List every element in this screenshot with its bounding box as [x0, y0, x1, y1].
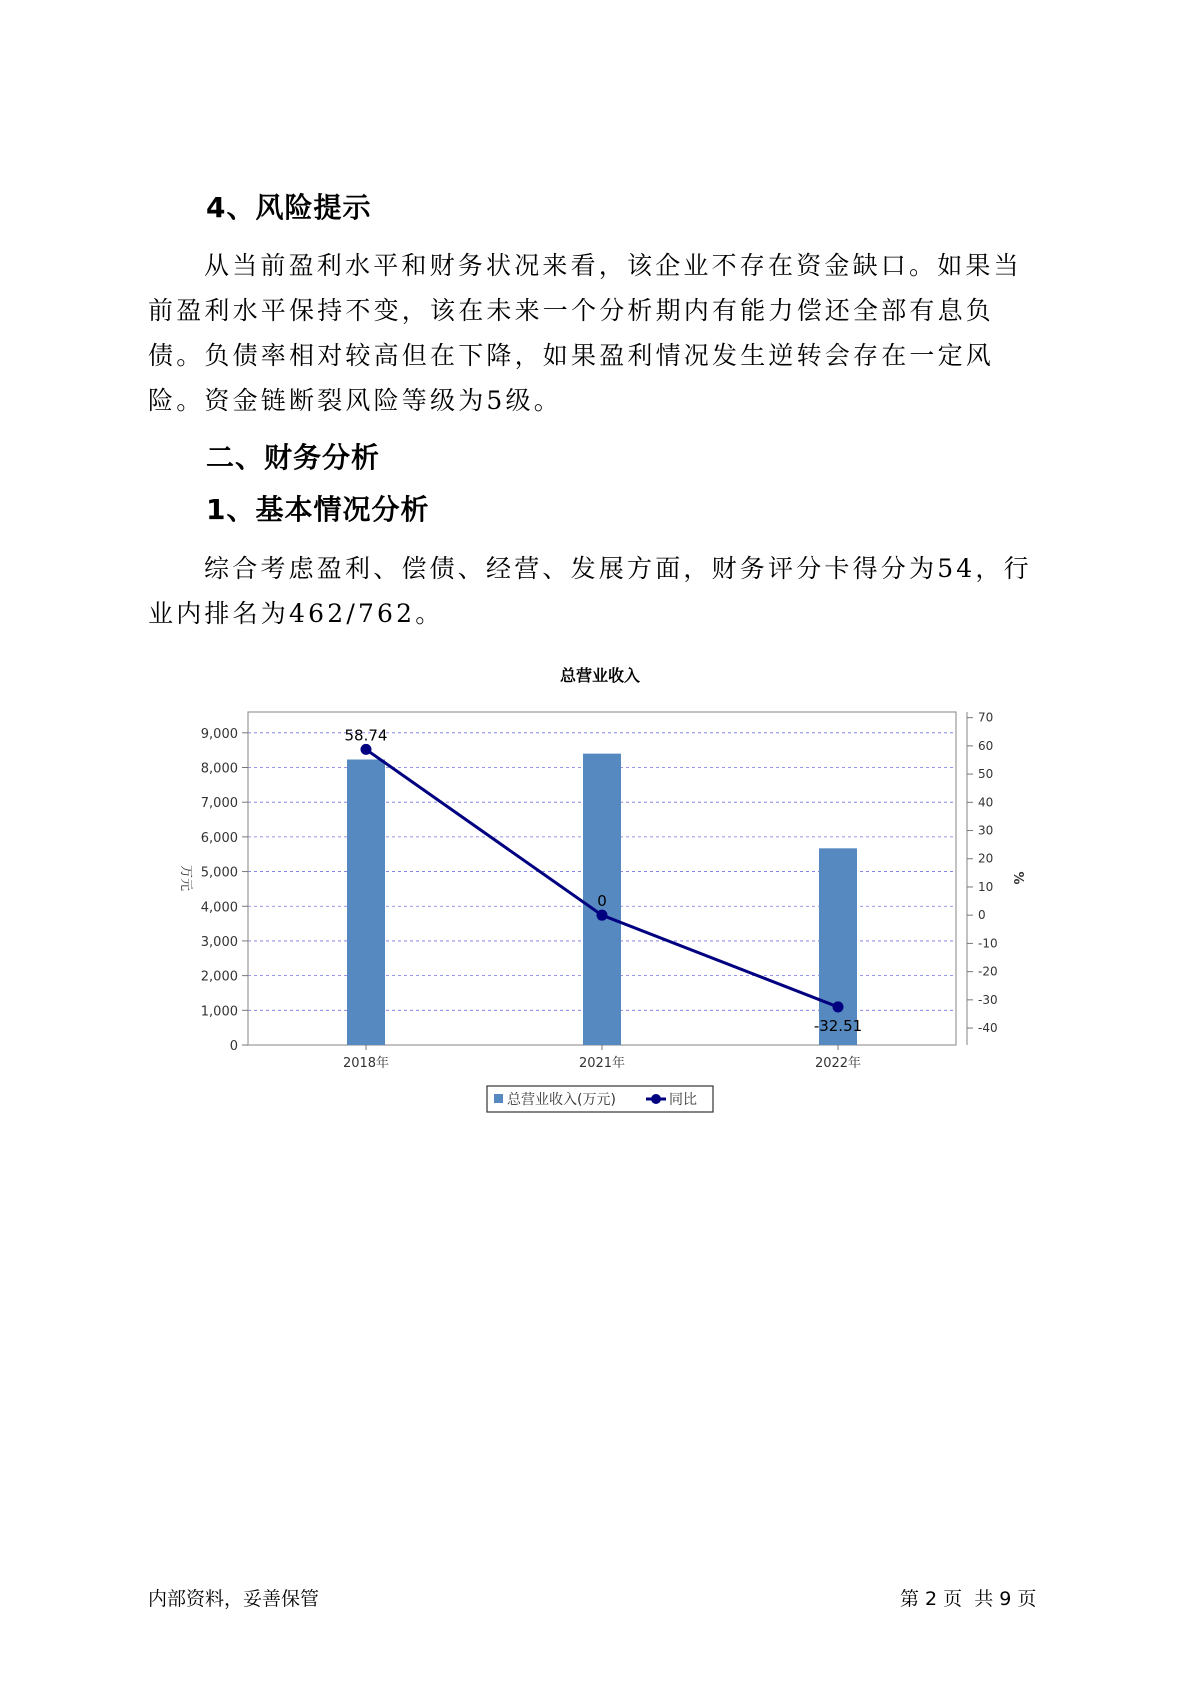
- yoy-point: [833, 1001, 844, 1012]
- legend-bar-swatch: [494, 1094, 503, 1103]
- y2-tick-label: 20: [978, 851, 994, 866]
- y2-tick-label: 70: [978, 710, 994, 725]
- x-tick-label: 2022年: [814, 1056, 862, 1071]
- y2-tick-label: 30: [978, 823, 994, 838]
- yoy-point: [361, 744, 372, 755]
- basic-text: 综合考虑盈利、偿债、经营、发展方面，财务评分卡得分为54，行业内排名为462/762。: [148, 554, 1032, 628]
- data-label: 0: [597, 892, 607, 911]
- y2-tick-label: -10: [978, 936, 998, 951]
- chart-title: 总营业收入: [559, 666, 641, 685]
- y-tick-label: 5,000: [200, 865, 238, 881]
- y2-tick-label: -30: [978, 992, 998, 1007]
- legend: [487, 1086, 713, 1112]
- y-tick-label: 2,000: [200, 969, 238, 985]
- left-axis-ticks: [201, 727, 248, 1054]
- y-tick-label: 8,000: [200, 761, 238, 777]
- right-axis-label: %: [1010, 871, 1025, 885]
- basic-paragraph: [148, 546, 1048, 636]
- y-tick-label: 7,000: [200, 796, 238, 812]
- y-tick-label: 6,000: [200, 830, 238, 846]
- revenue-chart: [160, 660, 1040, 1120]
- y2-tick-label: 60: [978, 738, 994, 753]
- legend-line-marker: [651, 1094, 661, 1104]
- y-tick-label: 4,000: [200, 900, 238, 916]
- legend-line-label: 同比: [669, 1092, 697, 1108]
- left-axis-label: 万元: [178, 864, 193, 892]
- y-tick-label: 1,000: [200, 1004, 238, 1020]
- y2-tick-label: 50: [978, 767, 994, 782]
- footer-page-number: 第 2 页 共 9 页: [900, 1588, 1037, 1610]
- data-label: -32.51: [813, 1016, 863, 1035]
- basic-analysis-heading: 1、基本情况分析: [206, 493, 430, 526]
- risk-paragraph: [148, 243, 1048, 423]
- y2-tick-label: -40: [978, 1021, 998, 1036]
- financial-analysis-heading: 二、财务分析: [206, 441, 381, 474]
- right-axis-ticks: [967, 711, 998, 1035]
- bar-2022年: [819, 848, 857, 1045]
- y-tick-label: 0: [229, 1039, 238, 1054]
- y2-tick-label: 40: [978, 795, 994, 810]
- legend-bar-label: 总营业收入(万元): [507, 1092, 616, 1108]
- y2-tick-label: 0: [978, 908, 986, 923]
- bar-2018年: [347, 760, 385, 1045]
- y-tick-label: 3,000: [200, 934, 238, 950]
- y2-tick-label: -20: [978, 964, 998, 979]
- x-tick-label: 2021年: [578, 1056, 626, 1071]
- x-axis-ticks: [343, 1045, 861, 1071]
- risk-heading: 4、风险提示: [206, 191, 372, 224]
- x-tick-label: 2018年: [342, 1056, 390, 1071]
- risk-text: 从当前盈利水平和财务状况来看，该企业不存在资金缺口。如果当前盈利水平保持不变，该在未来一个分析期内有能力偿还全部有息负债。负债率相对较高但在下降，如果盈利情况发生逆转会存在一定风险。资金链断裂风险等级为5级。: [148, 251, 1022, 415]
- data-label: 58.74: [344, 726, 388, 745]
- y2-tick-label: 10: [978, 879, 994, 894]
- yoy-point: [597, 910, 608, 921]
- footer-left: 内部资料，妥善保管: [148, 1588, 320, 1610]
- y-tick-label: 9,000: [200, 726, 238, 742]
